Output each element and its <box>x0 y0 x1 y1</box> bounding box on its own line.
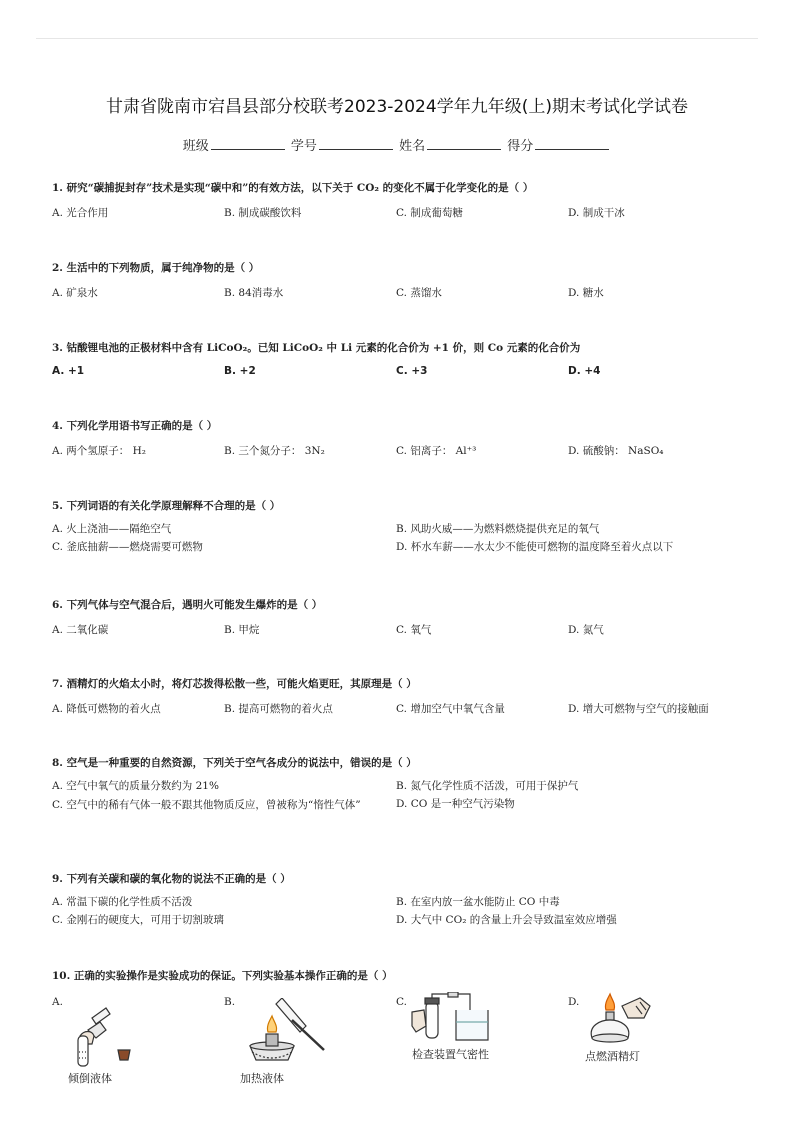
option-d[interactable]: D. <box>568 996 580 1008</box>
number-blank[interactable] <box>319 137 393 150</box>
caption-d: 点燃酒精灯 <box>585 1050 640 1063</box>
option-c[interactable]: C. <box>396 996 407 1008</box>
caption-c: 检查装置气密性 <box>412 1048 489 1061</box>
option-d[interactable]: D. CO 是一种空气污染物 <box>396 798 515 810</box>
option-c[interactable]: C. +3 <box>396 365 428 377</box>
option-a[interactable]: A. 两个氢原子： H₂ <box>52 445 146 457</box>
option-b[interactable]: B. 甲烷 <box>224 624 260 636</box>
option-c[interactable]: C. 蒸馏水 <box>396 287 442 299</box>
question-5 <box>52 498 752 557</box>
question-stem: 6. 下列气体与空气混合后，遇明火可能发生爆炸的是（ ） <box>52 599 323 611</box>
option-b[interactable]: B. 三个氮分子： 3N₂ <box>224 445 325 457</box>
question-stem: 3. 钴酸锂电池的正极材料中含有 LiCoO₂。已知 LiCoO₂ 中 Li 元素的化合价为 +1 价，则 Co 元素的化合价为 <box>52 342 581 354</box>
option-c[interactable]: C. 釜底抽薪——燃烧需要可燃物 <box>52 541 203 553</box>
question-10 <box>52 968 752 983</box>
caption-b: 加热液体 <box>240 1072 284 1085</box>
option-c[interactable]: C. 增加空气中氧气含量 <box>396 703 505 715</box>
option-c[interactable]: C. 铝离子： Al⁺³ <box>396 445 477 457</box>
option-a[interactable]: A. 二氧化碳 <box>52 624 109 636</box>
option-a[interactable]: A. 火上浇油——隔绝空气 <box>52 523 172 535</box>
question-stem: 8. 空气是一种重要的自然资源，下列关于空气各成分的说法中，错误的是（ ） <box>52 757 417 769</box>
page-top-rule <box>36 38 758 39</box>
question-8 <box>52 755 752 832</box>
score-blank[interactable] <box>535 137 609 150</box>
name-blank[interactable] <box>427 137 501 150</box>
option-d[interactable]: D. 硫酸钠： NaSO₄ <box>568 445 664 457</box>
option-b[interactable]: B. 制成碳酸饮料 <box>224 207 302 219</box>
option-c[interactable]: C. 金刚石的硬度大，可用于切割玻璃 <box>52 914 224 926</box>
option-d[interactable]: D. 大气中 CO₂ 的含量上升会导致温室效应增强 <box>396 914 617 926</box>
question-3 <box>52 340 752 381</box>
page-title: 甘肃省陇南市宕昌县部分校联考2023-2024学年九年级(上)期末考试化学试卷 <box>106 97 688 117</box>
airtightness-check-illustration <box>408 992 508 1046</box>
score-label: 得分 <box>507 139 534 154</box>
option-c[interactable]: C. 氧气 <box>396 624 432 636</box>
caption-a: 倾倒液体 <box>68 1072 112 1085</box>
question-9 <box>52 871 752 930</box>
lighting-alcohol-lamp-illustration <box>582 992 662 1048</box>
question-1 <box>52 180 752 221</box>
option-b[interactable]: B. +2 <box>224 365 256 377</box>
question-stem: 7. 酒精灯的火焰太小时，将灯芯拨得松散一些，可能火焰更旺，其原理是（ ） <box>52 678 417 690</box>
question-stem: 4. 下列化学用语书写正确的是（ ） <box>52 420 218 432</box>
option-b[interactable]: B. 在室内放一盆水能防止 CO 中毒 <box>396 896 560 908</box>
option-a[interactable]: A. +1 <box>52 365 85 377</box>
question-stem: 9. 下列有关碳和碳的氧化物的说法不正确的是（ ） <box>52 873 291 885</box>
option-d[interactable]: D. 制成干冰 <box>568 207 625 219</box>
option-a[interactable]: A. <box>52 996 63 1008</box>
question-2 <box>52 260 752 301</box>
class-blank[interactable] <box>211 137 285 150</box>
class-label: 班级 <box>182 139 209 154</box>
option-a[interactable]: A. 矿泉水 <box>52 287 98 299</box>
option-c[interactable]: C. 制成葡萄糖 <box>396 207 463 219</box>
number-label: 学号 <box>290 139 317 154</box>
option-b[interactable]: B. 84消毒水 <box>224 287 284 299</box>
question-stem: 10. 正确的实验操作是实验成功的保证。下列实验基本操作正确的是（ ） <box>52 970 393 982</box>
option-b[interactable]: B. <box>224 996 236 1008</box>
option-d[interactable]: D. 增大可燃物与空气的接触面 <box>568 703 709 715</box>
question-6 <box>52 597 752 638</box>
name-label: 姓名 <box>399 139 426 154</box>
student-info-line <box>0 135 794 154</box>
question-stem: 1. 研究“碳捕捉封存”技术是实现“碳中和”的有效方法，以下关于 CO₂ 的变化不属于化学变化的是（ ） <box>52 182 534 194</box>
option-a[interactable]: A. 常温下碳的化学性质不活泼 <box>52 896 193 908</box>
question-stem: 2. 生活中的下列物质，属于纯净物的是（ ） <box>52 262 260 274</box>
option-b[interactable]: B. 提高可燃物的着火点 <box>224 703 333 715</box>
option-d[interactable]: D. 杯水车薪——水太少不能使可燃物的温度降至着火点以下 <box>396 541 674 553</box>
question-stem: 5. 下列词语的有关化学原理解释不合理的是（ ） <box>52 500 281 512</box>
heating-liquid-illustration <box>236 998 332 1068</box>
question-4 <box>52 418 752 459</box>
option-b[interactable]: B. 风助火威——为燃料燃烧提供充足的氧气 <box>396 523 600 535</box>
option-b[interactable]: B. 氮气化学性质不活泼，可用于保护气 <box>396 780 579 792</box>
option-d[interactable]: D. +4 <box>568 365 601 377</box>
option-c[interactable]: C. 空气中的稀有气体一般不跟其他物质反应，曾被称为“惰性气体” <box>52 799 361 811</box>
option-a[interactable]: A. 空气中氧气的质量分数约为 21% <box>52 780 219 792</box>
option-d[interactable]: D. 糖水 <box>568 287 604 299</box>
option-d[interactable]: D. 氮气 <box>568 624 604 636</box>
question-7 <box>52 676 752 717</box>
pouring-liquid-illustration <box>62 1000 142 1068</box>
option-a[interactable]: A. 降低可燃物的着火点 <box>52 703 161 715</box>
option-a[interactable]: A. 光合作用 <box>52 207 109 219</box>
